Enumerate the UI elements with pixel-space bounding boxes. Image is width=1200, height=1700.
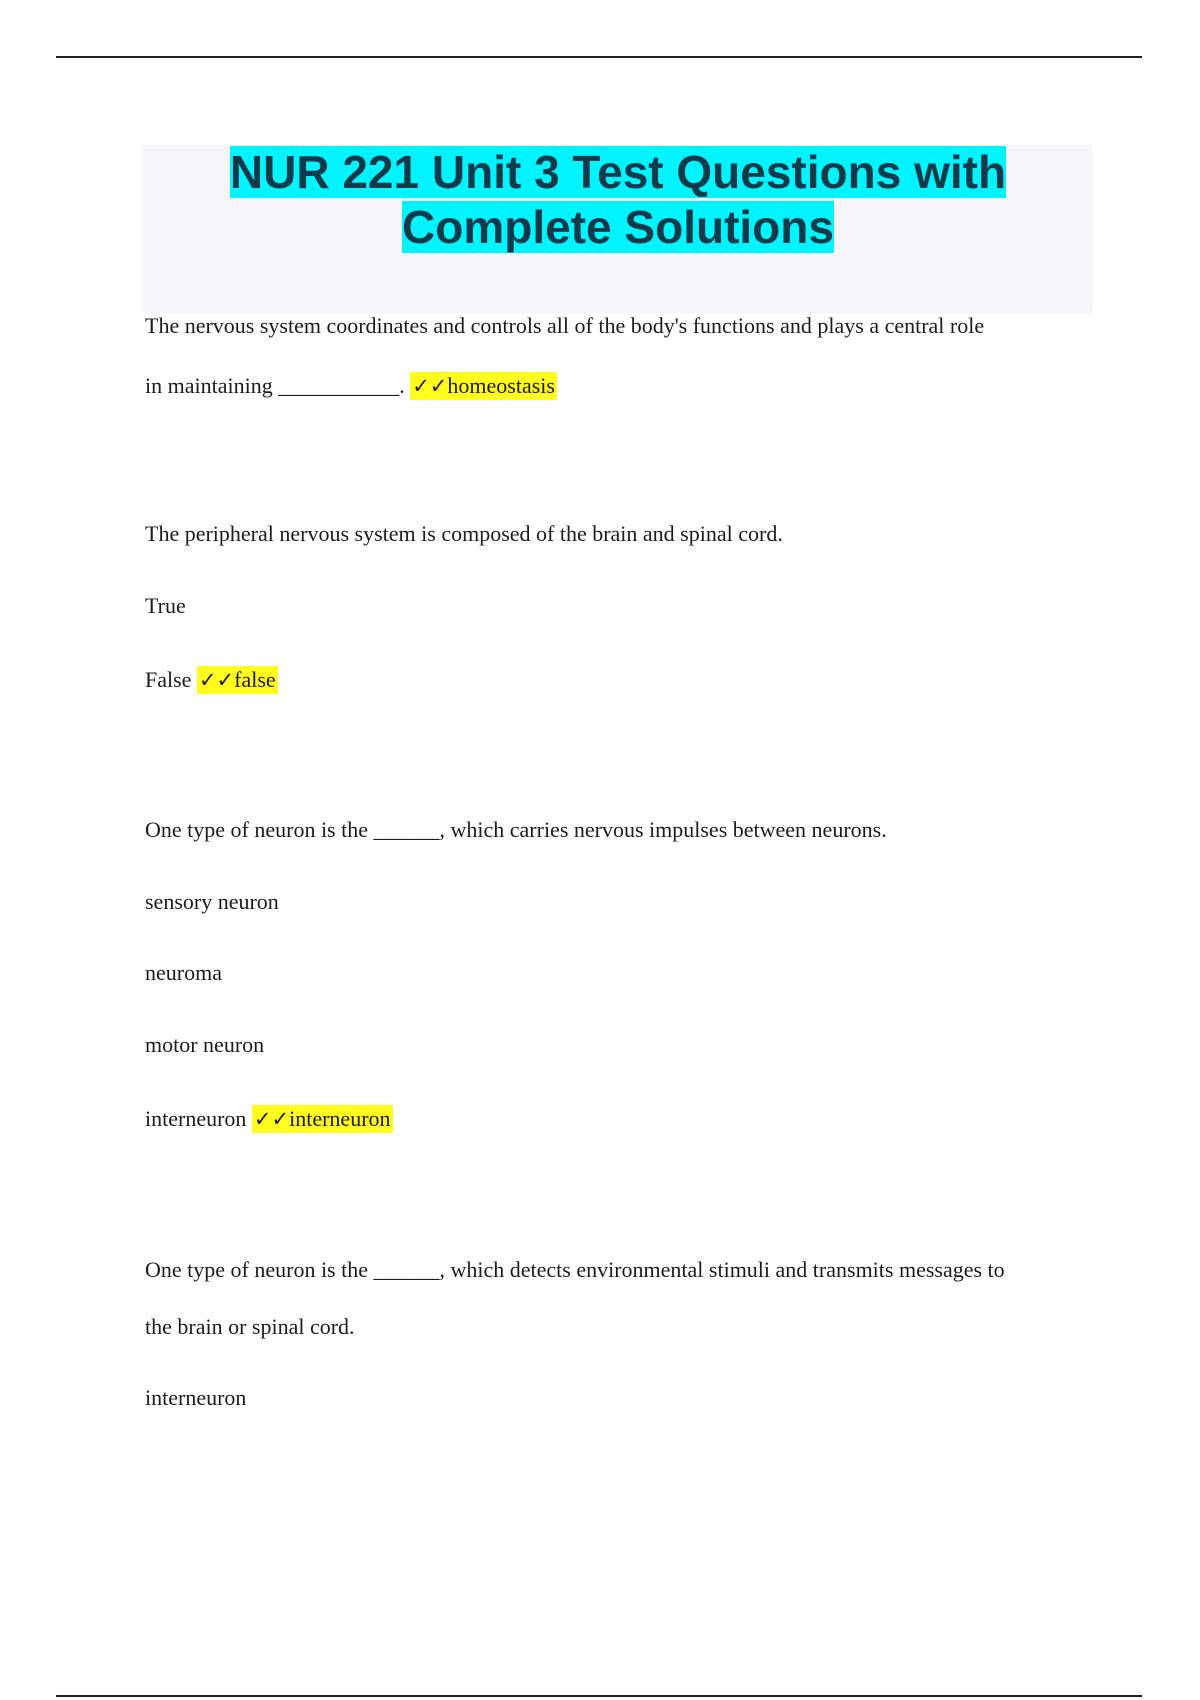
- question-3-answer-text: interneuron: [289, 1106, 391, 1131]
- question-1-text-line-1: The nervous system coordinates and controls all of the body's functions and plays a central role: [145, 313, 985, 338]
- question-2-option-2: [145, 666, 278, 694]
- question-2-option-2-label: False: [145, 667, 192, 692]
- question-2-answer: [197, 666, 278, 694]
- question-3-text: One type of neuron is the ______, which carries nervous impulses between neurons.: [145, 817, 887, 842]
- question-2-answer-text: false: [234, 667, 276, 692]
- question-3-answer: [252, 1105, 393, 1133]
- question-4-text-line-2: the brain or spinal cord.: [145, 1314, 355, 1339]
- question-1-answer: [410, 372, 557, 400]
- title-block: [143, 145, 1093, 313]
- double-check-icon: ✓✓: [253, 1107, 290, 1131]
- double-check-icon: ✓✓: [198, 668, 235, 692]
- question-2-option-1: True: [145, 593, 186, 618]
- question-2-text: The peripheral nervous system is composed of the brain and spinal cord.: [145, 521, 783, 546]
- question-3-option-3: motor neuron: [145, 1032, 265, 1057]
- document-title: NUR 221 Unit 3 Test Questions with Complete Solutions: [229, 146, 1007, 253]
- question-3-option-2: neuroma: [145, 960, 222, 985]
- question-4-text-line-1: One type of neuron is the ______, which detects environmental stimuli and transmits messages to: [145, 1257, 1005, 1282]
- bottom-rule: [56, 1695, 1142, 1697]
- question-1-text-line-2: [145, 372, 557, 400]
- question-3-option-1: sensory neuron: [145, 889, 279, 914]
- double-check-icon: ✓✓: [412, 374, 448, 398]
- question-1-answer-text: homeostasis: [447, 373, 555, 398]
- top-rule: [56, 56, 1142, 58]
- question-4-option-1: interneuron: [145, 1385, 247, 1410]
- question-3-option-4: [145, 1105, 393, 1133]
- question-3-option-4-label: interneuron: [145, 1106, 247, 1131]
- question-1-stem-end: in maintaining ___________.: [145, 373, 405, 398]
